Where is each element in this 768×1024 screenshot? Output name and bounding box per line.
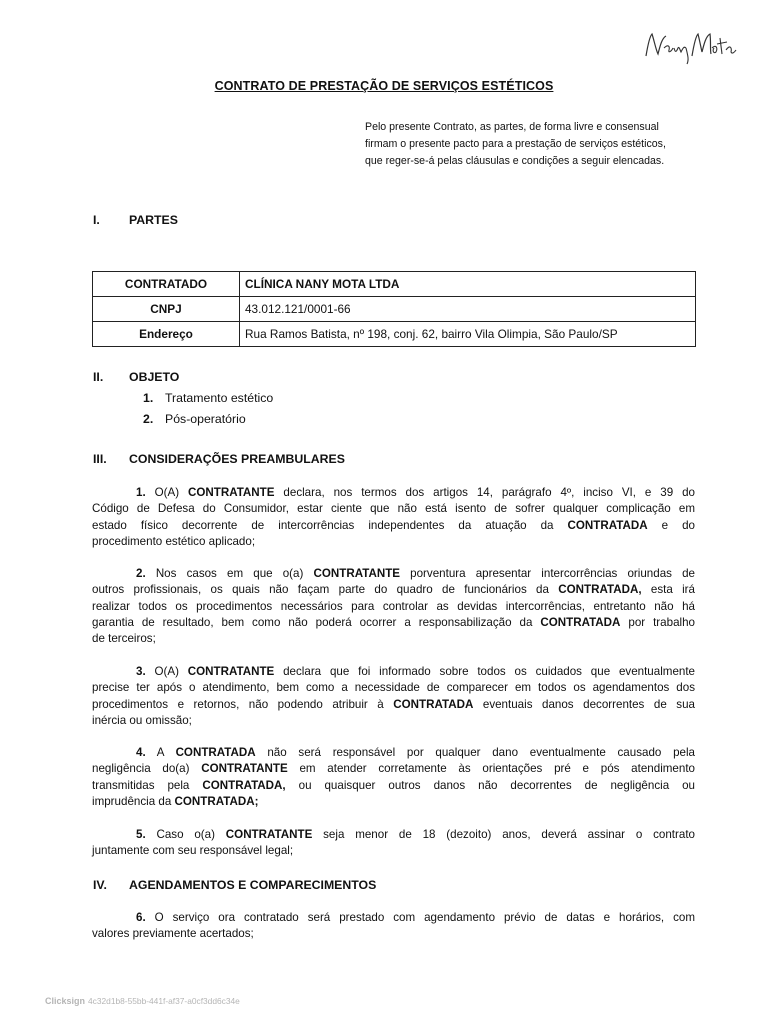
text-run: em atender corretamente às orientações pré e pós atendimento: [287, 762, 695, 776]
paragraph-line: [92, 761, 695, 777]
clause-paragraph: [92, 566, 695, 647]
text-run: seja menor de 18 (dezoito) anos, deverá assinar o contrato: [312, 828, 695, 841]
paragraph-line: [92, 680, 695, 696]
text-run: O(A): [145, 486, 188, 499]
section-number: II.: [93, 370, 104, 384]
bold-text: CONTRATADA: [175, 746, 256, 759]
section-number: I.: [93, 213, 100, 227]
bold-text: CONTRATANTE: [187, 665, 275, 678]
list-item-number: 2.: [143, 412, 154, 426]
bold-text: CONTRATADA,: [558, 583, 642, 597]
table-key-cell: CONTRATADO: [93, 272, 240, 297]
text-run: declara, nos termos dos artigos 14, parágrafo 4º, inciso VI, e 39 do: [274, 486, 695, 499]
text-run: declara que foi informado sobre todos os cuidados que eventualmente: [274, 665, 696, 678]
bold-text: CONTRATADA: [393, 697, 474, 711]
document-id: 4c32d1b8-55bb-441f-af37-a0cf3dd6c34e: [88, 996, 240, 1006]
text-run: transmitidas pela: [92, 778, 203, 792]
clause-paragraph: [92, 910, 695, 943]
text-run: procedimento estético aplicado;: [92, 534, 256, 548]
paragraph-line: [92, 664, 695, 680]
text-run: eventuais danos decorrentes de sua: [473, 697, 695, 711]
bold-text: CONTRATANTE: [201, 762, 288, 776]
clicksign-footer: [45, 996, 240, 1006]
text-run: esta irá: [641, 583, 695, 597]
section-title: CONSIDERAÇÕES PREAMBULARES: [129, 452, 345, 466]
text-run: por trabalho: [620, 615, 695, 629]
table-row: [93, 272, 696, 297]
preamble-line: que reger-se-á pelas cláusulas e condições a seguir elencadas.: [365, 155, 665, 167]
bold-text: 5.: [136, 828, 146, 841]
section-number: III.: [93, 452, 107, 466]
bold-text: 1.: [136, 486, 146, 499]
paragraph-line: [92, 631, 695, 647]
section-title: PARTES: [129, 213, 178, 227]
text-run: Caso o(a): [145, 828, 226, 841]
paragraph-line: [92, 615, 695, 631]
text-run: estado físico decorrente de intercorrências independentes da atuação da: [92, 518, 568, 532]
list-item-text: Pós-operatório: [165, 412, 246, 426]
bold-text: CONTRATADA: [567, 518, 648, 532]
paragraph-line: [92, 599, 695, 615]
text-run: realizar todos os procedimentos necessários para controlar as devidas intercorrências, entretanto não há: [92, 599, 695, 613]
text-run: O(A): [145, 665, 188, 678]
paragraph-line: [92, 910, 695, 926]
text-run: porventura apresentar intercorrências oriundas de: [400, 567, 695, 580]
paragraph-line: [92, 778, 695, 794]
paragraph-line: [92, 794, 695, 810]
text-run: ou quaisquer outros danos não decorrentes de negligência ou: [285, 778, 696, 792]
bold-text: 6.: [136, 911, 146, 924]
text-run: Código de Defesa do Consumidor, estar ciente que não está isento de sofrer qualquer complicação em: [92, 502, 695, 516]
clause-paragraph: [92, 745, 695, 810]
paragraph-line: [92, 827, 695, 843]
clause-paragraph: [92, 485, 695, 550]
table-row: [93, 322, 696, 347]
text-run: não será responsável por qualquer dano eventualmente causado pela: [255, 746, 695, 759]
objeto-list: [143, 388, 273, 430]
paragraph-line: [92, 843, 695, 859]
text-run: procedimentos e retornos, não podendo atribuir à: [92, 697, 394, 711]
text-run: juntamente com seu responsável legal;: [92, 844, 294, 858]
text-run: de terceiros;: [92, 632, 156, 646]
document-title: CONTRATO DE PRESTAÇÃO DE SERVIÇOS ESTÉTICOS: [214, 79, 554, 93]
paragraph-line: [92, 518, 695, 534]
bold-text: 2.: [136, 567, 146, 580]
bold-text: CONTRATANTE: [187, 486, 275, 499]
text-run: inércia ou omissão;: [92, 713, 192, 727]
table-key-cell: CNPJ: [93, 297, 240, 322]
text-run: Nos casos em que o(a): [145, 567, 314, 580]
list-item: [143, 409, 273, 430]
text-run: imprudência da: [92, 794, 175, 808]
paragraph-line: [92, 713, 695, 729]
table-value-cell: CLÍNICA NANY MOTA LTDA: [240, 272, 696, 297]
table-value-cell: 43.012.121/0001-66: [240, 297, 696, 322]
preamble-line: Pelo presente Contrato, as partes, de forma livre e consensual: [365, 121, 659, 133]
text-run: O serviço ora contratado será prestado com agendamento prévio de datas e horários, com: [145, 911, 695, 924]
bold-text: CONTRATADA,: [202, 778, 286, 792]
text-run: garantia de resultado, bem como não poderá ocorrer a responsabilização da: [92, 615, 541, 629]
paragraph-line: [92, 566, 695, 582]
text-run: outros profissionais, os quais não façam parte do quadro de funcionários da: [92, 583, 559, 597]
bold-text: CONTRATADA: [540, 615, 621, 629]
text-run: e do: [647, 518, 695, 532]
paragraph-line: [92, 926, 695, 942]
table-key-cell: Endereço: [93, 322, 240, 347]
clause-paragraph: [92, 664, 695, 729]
bold-text: CONTRATADA;: [174, 794, 259, 808]
preamble-text: [365, 119, 710, 170]
list-item-number: 1.: [143, 391, 154, 405]
paragraph-line: [92, 501, 695, 517]
list-item: [143, 388, 273, 409]
paragraph-line: [92, 485, 695, 501]
bold-text: 4.: [136, 746, 146, 759]
paragraph-line: [92, 534, 695, 550]
text-run: valores previamente acertados;: [92, 927, 254, 941]
clicksign-brand: Clicksign: [45, 996, 86, 1006]
section-title: OBJETO: [129, 370, 180, 384]
table-row: [93, 297, 696, 322]
signature-image: [640, 26, 740, 66]
section-number: IV.: [93, 878, 107, 892]
paragraph-line: [92, 582, 695, 598]
text-run: A: [145, 746, 176, 759]
text-run: negligência do(a): [92, 762, 202, 776]
paragraph-line: [92, 697, 695, 713]
parties-table: [92, 271, 696, 347]
paragraph-line: [92, 745, 695, 761]
bold-text: CONTRATANTE: [313, 567, 401, 580]
bold-text: CONTRATANTE: [225, 828, 313, 841]
clause-paragraph: [92, 827, 695, 860]
text-run: precise ter após o atendimento, bem como a necessidade de comparecer em todos os agendamentos dos: [92, 681, 695, 695]
bold-text: 3.: [136, 665, 146, 678]
table-value-cell: Rua Ramos Batista, nº 198, conj. 62, bairro Vila Olimpia, São Paulo/SP: [240, 322, 696, 347]
preamble-line: firmam o presente pacto para a prestação de serviços estéticos,: [365, 138, 666, 150]
list-item-text: Tratamento estético: [165, 391, 274, 405]
section-title: AGENDAMENTOS E COMPARECIMENTOS: [129, 878, 377, 892]
